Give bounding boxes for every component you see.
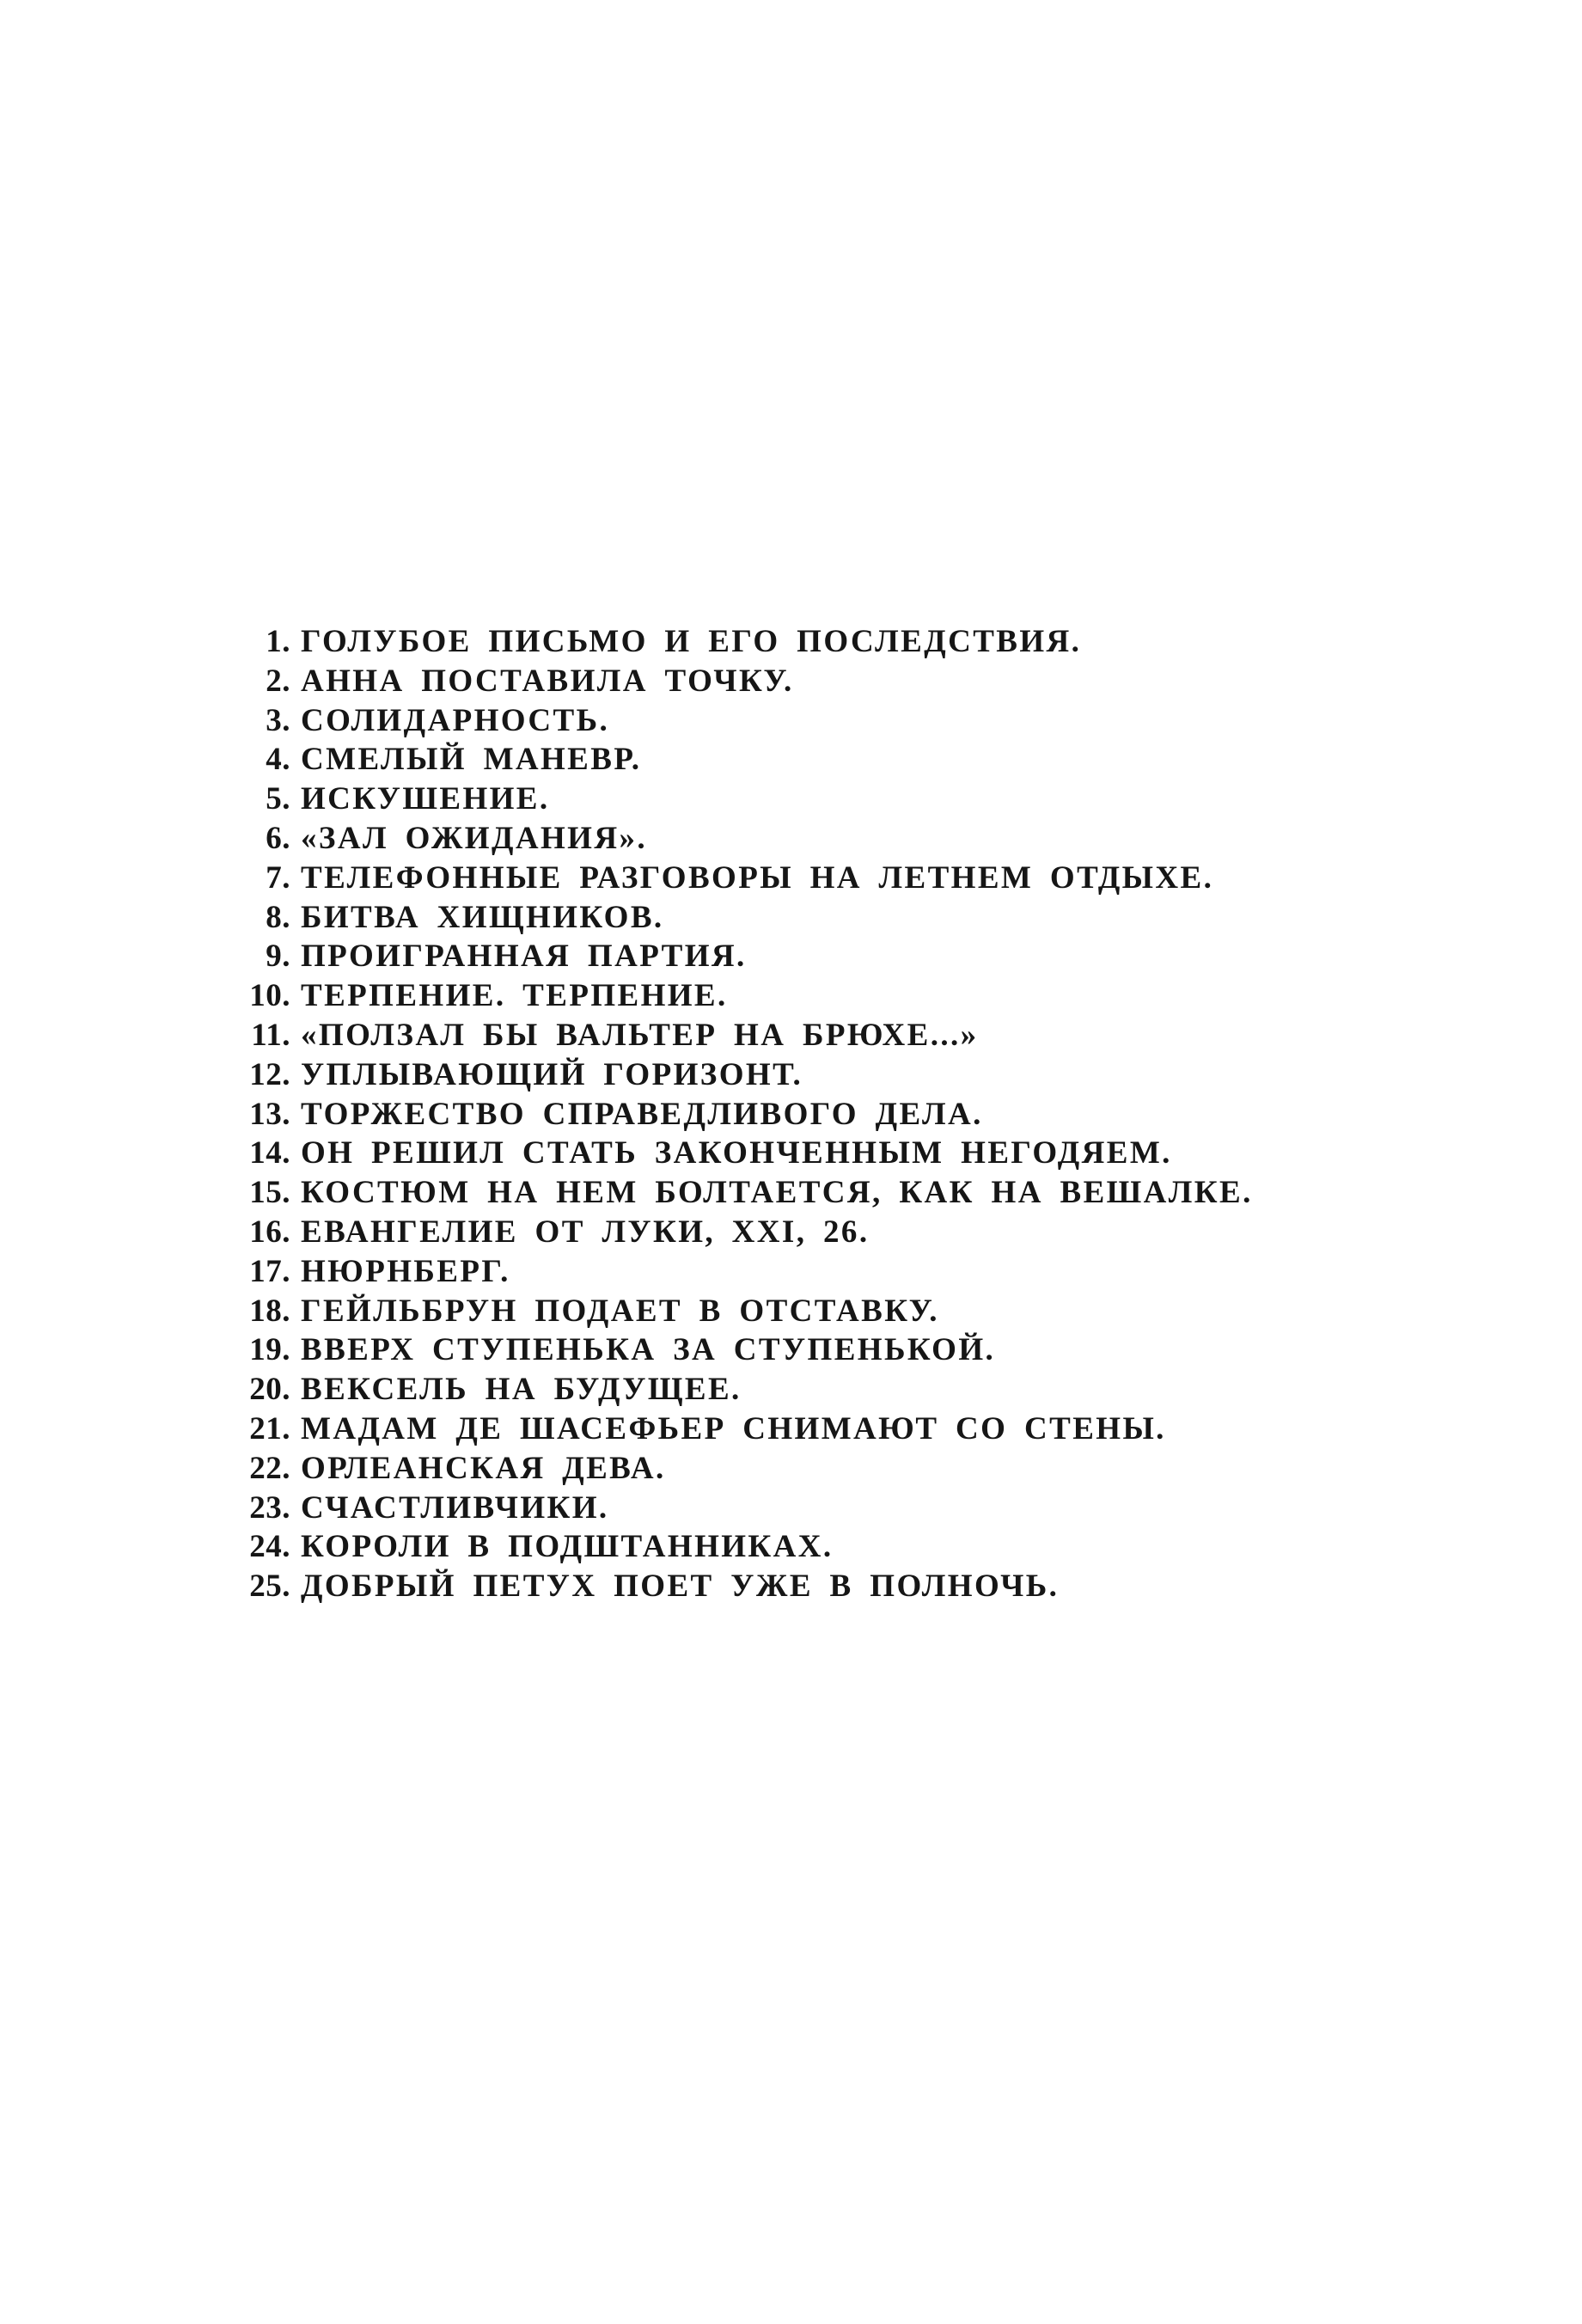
toc-entry: [232, 1527, 1435, 1567]
toc-entry-number: 9.: [266, 939, 290, 975]
toc-entry-title: «ЗАЛ ОЖИДАНИЯ».: [301, 820, 647, 856]
toc-entry-number: 18.: [249, 1293, 290, 1329]
toc-entry: [232, 701, 1435, 741]
toc-entry-number: 6.: [266, 820, 290, 856]
toc-entry-number: 14.: [249, 1135, 290, 1171]
toc-entry-title: АННА ПОСТАВИЛА ТОЧКУ.: [301, 663, 794, 699]
toc-entry-title: ИСКУШЕНИЕ.: [301, 781, 550, 817]
toc-entry-number: 8.: [266, 899, 290, 935]
toc-entry-title: СМЕЛЫЙ МАНЕВР.: [301, 742, 642, 778]
toc-entry-number: 11.: [251, 1017, 290, 1053]
toc-entry: [232, 740, 1435, 780]
toc-entry-title: СОЛИДАРНОСТЬ.: [301, 702, 610, 738]
toc-entry: [232, 937, 1435, 976]
toc-entry: [232, 780, 1435, 819]
toc-entry-number: 23.: [249, 1489, 290, 1526]
toc-entry-number: 10.: [249, 978, 290, 1014]
toc-entry: [232, 1567, 1435, 1606]
toc-entry-title: ПРОИГРАННАЯ ПАРТИЯ.: [301, 939, 747, 975]
toc-entry: [232, 898, 1435, 938]
toc-entry: [232, 1252, 1435, 1292]
toc-entry-title: НЮРНБЕРГ.: [301, 1253, 510, 1289]
toc-entry-number: 2.: [266, 663, 290, 699]
toc-entry-number: 16.: [249, 1214, 290, 1250]
toc-entry: [232, 1055, 1435, 1095]
toc-entry-title: УПЛЫВАЮЩИЙ ГОРИЗОНТ.: [301, 1056, 803, 1092]
toc-entry-title: ТОРЖЕСТВО СПРАВЕДЛИВОГО ДЕЛА.: [301, 1096, 983, 1132]
toc-entry-number: 7.: [266, 859, 290, 896]
toc-entry-number: 20.: [249, 1372, 290, 1408]
toc-entry-title: ГОЛУБОЕ ПИСЬМО И ЕГО ПОСЛЕДСТВИЯ.: [301, 624, 1082, 659]
toc-entry-number: 25.: [249, 1569, 290, 1605]
toc-entry: [232, 1292, 1435, 1331]
toc-entry-number: 13.: [249, 1096, 290, 1132]
toc-entry-title: СЧАСТЛИВЧИКИ.: [301, 1489, 609, 1526]
toc-entry-title: ГЕЙЛЬБРУН ПОДАЕТ В ОТСТАВКУ.: [301, 1293, 939, 1329]
toc-entry-title: «ПОЛЗАЛ БЫ ВАЛЬТЕР НА БРЮХЕ...»: [301, 1017, 979, 1053]
toc-entry: [232, 819, 1435, 859]
toc-entry: [232, 662, 1435, 701]
toc-entry-number: 24.: [249, 1529, 290, 1565]
toc-entry-number: 22.: [249, 1450, 290, 1486]
toc-entry-title: ТЕЛЕФОННЫЕ РАЗГОВОРЫ НА ЛЕТНЕМ ОТДЫХЕ.: [301, 859, 1214, 896]
toc-entry-number: 21.: [249, 1410, 290, 1446]
toc-entry-number: 5.: [266, 781, 290, 817]
toc-entry: [232, 1213, 1435, 1252]
toc-entry-number: 4.: [266, 742, 290, 778]
toc-entry: [232, 1449, 1435, 1489]
toc-entry: [232, 1410, 1435, 1449]
toc-entry-title: КОСТЮМ НА НЕМ БОЛТАЕТСЯ, КАК НА ВЕШАЛКЕ.: [301, 1175, 1253, 1211]
toc-entry-number: 12.: [249, 1056, 290, 1092]
toc-entry-title: ДОБРЫЙ ПЕТУХ ПОЕТ УЖЕ В ПОЛНОЧЬ.: [301, 1569, 1060, 1605]
toc-entry: [232, 859, 1435, 898]
toc-entry-title: МАДАМ ДЕ ШАСЕФЬЕР СНИМАЮТ СО СТЕНЫ.: [301, 1410, 1166, 1446]
toc-entry: [232, 1330, 1435, 1370]
toc-entry-title: ВВЕРХ СТУПЕНЬКА ЗА СТУПЕНЬКОЙ.: [301, 1332, 996, 1368]
toc-entry: [232, 1489, 1435, 1528]
toc-entry: [232, 976, 1435, 1016]
toc-entry: [232, 1173, 1435, 1213]
toc-entry-title: ВЕКСЕЛЬ НА БУДУЩЕЕ.: [301, 1372, 742, 1408]
toc-entry-number: 15.: [249, 1175, 290, 1211]
toc-entry: [232, 1370, 1435, 1410]
toc-entry-number: 17.: [249, 1253, 290, 1289]
toc-entry: [232, 1016, 1435, 1055]
toc-entry-title: КОРОЛИ В ПОДШТАННИКАХ.: [301, 1529, 834, 1565]
toc-entry: [232, 1095, 1435, 1134]
toc-entry-title: ТЕРПЕНИЕ. ТЕРПЕНИЕ.: [301, 978, 728, 1014]
toc-entry-number: 1.: [266, 624, 290, 659]
toc-entry-title: БИТВА ХИЩНИКОВ.: [301, 899, 664, 935]
toc-entry-number: 3.: [266, 702, 290, 738]
toc-entry-number: 19.: [249, 1332, 290, 1368]
table-of-contents: [232, 622, 1435, 1606]
toc-entry-title: ОН РЕШИЛ СТАТЬ ЗАКОНЧЕННЫМ НЕГОДЯЕМ.: [301, 1135, 1172, 1171]
toc-entry-title: ЕВАНГЕЛИЕ ОТ ЛУКИ, XXI, 26.: [301, 1214, 870, 1250]
toc-entry: [232, 1134, 1435, 1173]
toc-entry: [232, 622, 1435, 662]
toc-entry-title: ОРЛЕАНСКАЯ ДЕВА.: [301, 1450, 666, 1486]
